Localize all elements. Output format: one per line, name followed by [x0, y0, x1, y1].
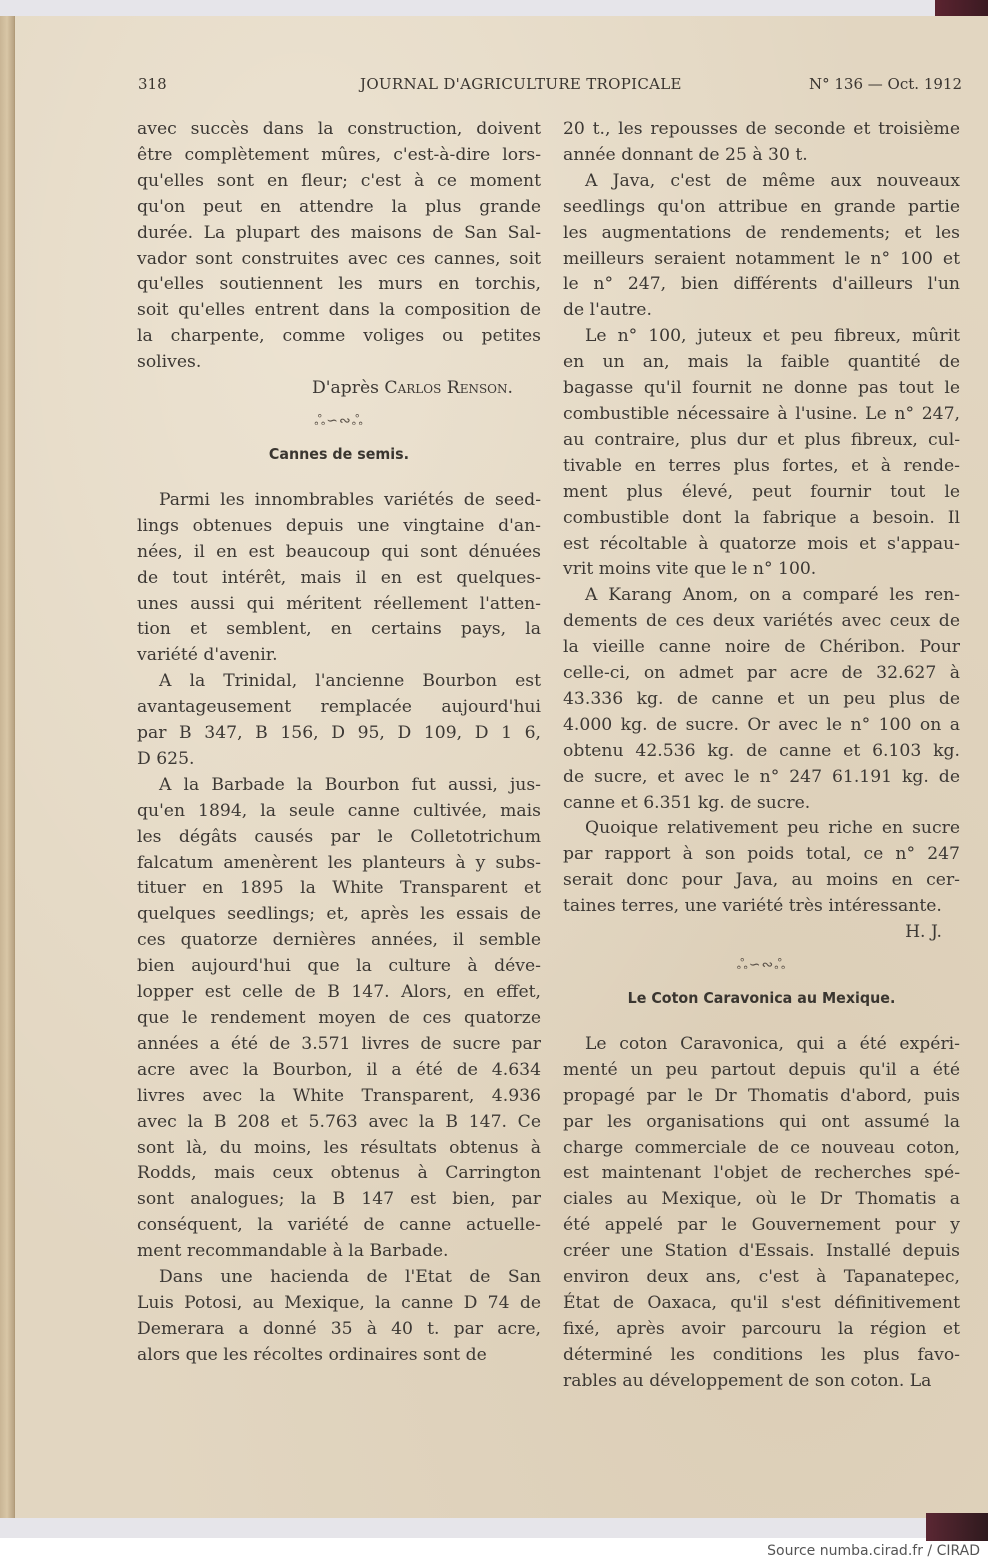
text-line: celle-ci, on admet par acre de 32.627 à [563, 663, 960, 684]
text-line: Parmi les innombrables variétés de seed- [159, 489, 541, 510]
text-line: bien aujourd'hui que la culture à déve- [137, 956, 541, 977]
text-line: est maintenant l'objet de recherches spé- [563, 1163, 960, 1184]
text-line: est récoltable à quatorze mois et s'appau- [563, 533, 960, 554]
left-column [137, 117, 541, 1369]
text-line: obtenu 42.536 kg. de canne et 6.103 kg. [563, 740, 960, 761]
text-line: Quoique relativement peu riche en sucre [585, 818, 960, 839]
text-line: serait donc pour Java, au moins en cer- [563, 870, 960, 891]
paragraph [563, 324, 960, 583]
text-line: en un an, mais la faible quantité de [563, 352, 960, 373]
paragraph [563, 117, 960, 169]
text-line: A Java, c'est de même aux nouveaux [585, 170, 960, 191]
text-line: A la Trinidal, l'ancienne Bourbon est [159, 671, 541, 692]
scan-background-top [0, 0, 988, 16]
paragraph [563, 816, 960, 920]
text-line: créer une Station d'Essais. Installé depuis [563, 1241, 960, 1262]
text-line: par les organisations qui ont assumé la [563, 1111, 960, 1132]
text-line: déterminé les conditions les plus favo- [563, 1344, 960, 1365]
text-line: par rapport à son poids total, ce n° 247 [563, 844, 960, 865]
text-line: la charpente, comme voliges ou petites [137, 326, 541, 347]
text-line: sont analogues; la B 147 est bien, par [137, 1189, 541, 1210]
page-left-edge [0, 16, 15, 1518]
text-line: unes aussi qui méritent réellement l'atten- [137, 593, 541, 614]
text-line: combustible dont la fabrique a besoin. Il [563, 507, 960, 528]
text-line: tion et semblent, en certains pays, la [137, 619, 541, 640]
paragraph [137, 1265, 541, 1369]
text-line: soit qu'elles entrent dans la composition de [137, 300, 541, 321]
attribution-author: Carlos Renson. [384, 378, 513, 399]
text-line: combustible nécessaire à l'usine. Le n° 247, [563, 403, 960, 424]
text-line: été appelé par le Gouvernement pour y [563, 1215, 960, 1236]
text-line: Rodds, mais ceux obtenus à Carrington [137, 1163, 541, 1184]
text-line: seedlings qu'on attribue en grande partie [563, 196, 960, 217]
right-column [563, 117, 960, 1395]
text-line: rables au développement de son coton. La [563, 1370, 932, 1391]
text-line: 43.336 kg. de canne et un peu plus de [563, 688, 960, 709]
text-line: meilleurs seraient notamment le n° 100 et [563, 248, 960, 269]
text-line: au contraire, plus dur et plus fibreux, cul- [563, 429, 960, 450]
text-line: avantageusement remplacée aujourd'hui [137, 697, 541, 718]
book-binding-bottom [926, 1513, 988, 1541]
source-credit: Source numba.cirad.fr / CIRAD [767, 1543, 980, 1559]
text-line: A Karang Anom, on a comparé les ren- [585, 585, 960, 606]
section-body [137, 488, 541, 1369]
text-line: D 625. [137, 748, 195, 769]
text-line: le n° 247, bien différents d'ailleurs l'un [563, 274, 960, 295]
text-line: canne et 6.351 kg. de sucre. [563, 792, 811, 813]
text-line: 20 t., les repousses de seconde et troisième [563, 119, 960, 139]
text-line: A la Barbade la Bourbon fut aussi, jus- [159, 774, 541, 795]
ornament-divider: ஃ∽∾ஃ [736, 957, 787, 973]
text-line: 4.000 kg. de sucre. Or avec le n° 100 on a [563, 714, 960, 735]
attribution-prefix: D'après [311, 378, 379, 399]
text-line: les augmentations de rendements; et les [563, 222, 960, 243]
text-line: qu'elles soutiennent les murs en torchis, [137, 274, 541, 295]
paragraph [137, 488, 541, 669]
text-line: lings obtenues depuis une vingtaine d'an- [137, 515, 541, 536]
text-line: ces quatorze dernières années, il semble [137, 930, 541, 951]
text-line: livres avec la White Transparent, 4.936 [137, 1085, 541, 1106]
text-line: nées, il en est beaucoup qui sont dénuées [137, 541, 541, 562]
text-line: fixé, après avoir parcouru la région et [563, 1318, 960, 1339]
text-line: tituer en 1895 la White Transparent et [137, 878, 541, 899]
journal-title: JOURNAL D'AGRICULTURE TROPICALE [360, 75, 682, 93]
text-line: sont là, du moins, les résultats obtenus à [137, 1137, 541, 1158]
page-number: 318 [138, 75, 167, 93]
text-line: années a été de 3.571 livres de sucre par [137, 1033, 541, 1054]
section-body-continued [563, 117, 960, 920]
paragraph [137, 669, 541, 773]
text-line: charge commerciale de ce nouveau coton, [563, 1137, 960, 1158]
text-line: solives. [137, 352, 202, 373]
attribution [137, 376, 541, 402]
text-line: environ deux ans, c'est à Tapanatepec, [563, 1267, 960, 1288]
text-line: variété d'avenir. [137, 645, 278, 666]
ornament-divider: ஃ∽∾ஃ [314, 412, 364, 429]
running-header [138, 75, 962, 97]
text-line: alors que les récoltes ordinaires sont de [137, 1344, 487, 1365]
text-line: de l'autre. [563, 300, 652, 321]
text-line: Le n° 100, juteux et peu fibreux, mûrit [585, 326, 960, 347]
text-line: taines terres, une variété très intéressante. [563, 896, 942, 917]
text-line: de tout intérêt, mais il en est quelques- [137, 567, 541, 588]
text-line: année donnant de 25 à 30 t. [563, 144, 808, 165]
text-line: ment recommandable à la Barbade. [137, 1241, 449, 1262]
text-line: avec la B 208 et 5.763 avec la B 147. Ce [137, 1111, 541, 1132]
text-line: que le rendement moyen de ces quatorze [137, 1008, 541, 1028]
text-line: lopper est celle de B 147. Alors, en effet, [137, 982, 541, 1003]
text-line: Dans une hacienda de l'Etat de San [159, 1267, 541, 1288]
paragraph [563, 583, 960, 816]
text-line: être complètement mûres, c'est-à-dire lors- [137, 144, 541, 165]
text-line: conséquent, la variété de canne actuelle- [137, 1215, 541, 1236]
paragraph [563, 169, 960, 324]
text-line: État de Oaxaca, qu'il s'est définitivement [563, 1292, 960, 1313]
text-line: vador sont construites avec ces cannes, soit [137, 248, 541, 269]
text-line: qu'en 1894, la seule canne cultivée, mais [137, 800, 541, 821]
text-line: durée. La plupart des maisons de San Sal- [137, 222, 541, 243]
text-line: tivable en terres plus fortes, et à rende- [563, 455, 960, 476]
text-line: dements de ces deux variétés avec ceux de [563, 611, 960, 632]
text-line: ment plus élevé, peut fournir tout le [563, 481, 960, 502]
text-line: qu'elles sont en fleur; c'est à ce moment [137, 170, 541, 191]
text-line: falcatum amenèrent les planteurs à y subs- [137, 852, 541, 873]
text-line: propagé par le Dr Thomatis d'abord, puis [563, 1085, 960, 1106]
text-line: Demerara a donné 35 à 40 t. par acre, [137, 1318, 541, 1339]
text-line: qu'on peut en attendre la plus grande [137, 196, 541, 217]
text-line: quelques seedlings; et, après les essais de [137, 904, 541, 925]
paragraph [137, 773, 541, 1265]
scan-background-bottom [0, 1518, 930, 1538]
text-line: bagasse qu'il fournit ne donne pas tout le [563, 378, 960, 399]
intro-paragraph [137, 117, 541, 376]
paragraph [563, 1032, 960, 1395]
text-line: Luis Potosi, au Mexique, la canne D 74 de [137, 1292, 541, 1313]
section-title: Le Coton Caravonica au Mexique. [627, 989, 896, 1007]
text-line: les dégâts causés par le Colletotrichum [137, 826, 541, 847]
text-line: la vieille canne noire de Chéribon. Pour [563, 637, 960, 658]
issue-info: N° 136 — Oct. 1912 [809, 75, 962, 93]
text-line: avec succès dans la construction, doivent [137, 119, 541, 139]
author-signature: H. J. [905, 922, 942, 943]
text-line: ciales au Mexique, où le Dr Thomatis a [563, 1189, 960, 1210]
text-line: vrit moins vite que le n° 100. [563, 559, 817, 580]
text-line: acre avec la Bourbon, il a été de 4.634 [137, 1059, 541, 1080]
section-title: Cannes de semis. [268, 444, 410, 463]
text-line: menté un peu partout depuis qu'il a été [563, 1059, 960, 1080]
text-line: de sucre, et avec le n° 247 61.191 kg. de [563, 766, 960, 787]
text-line: par B 347, B 156, D 95, D 109, D 1 6, [137, 723, 541, 744]
text-line: Le coton Caravonica, qui a été expéri- [585, 1033, 960, 1054]
